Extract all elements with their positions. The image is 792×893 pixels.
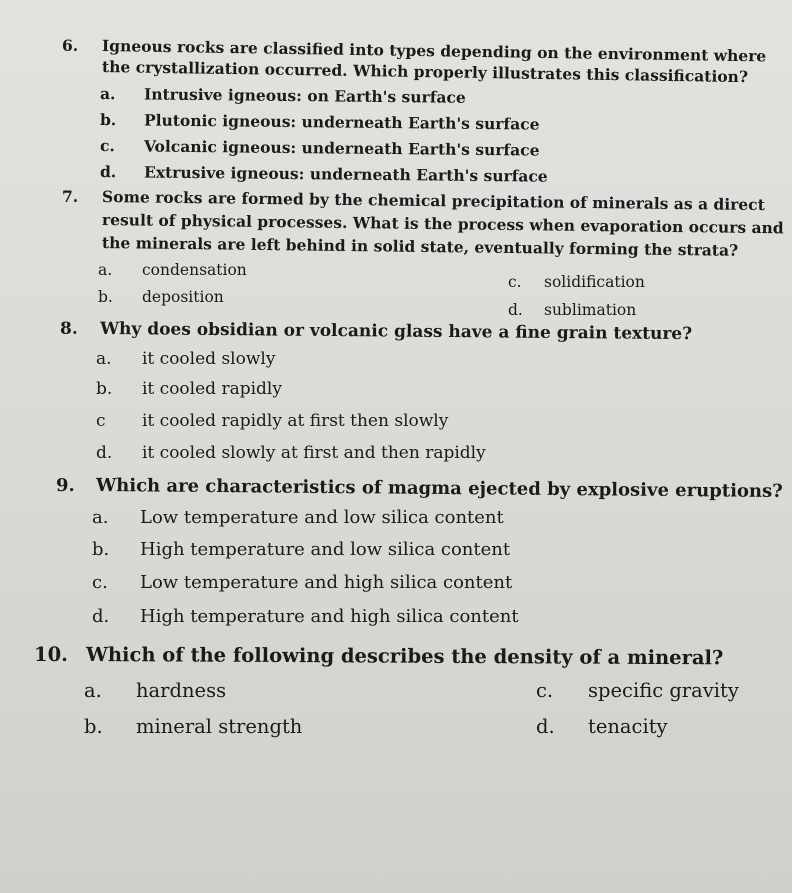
option-c[interactable]	[92, 571, 512, 595]
option-b[interactable]	[84, 714, 302, 740]
option-a[interactable]	[84, 678, 226, 704]
option-text: Low temperature and high silica content	[140, 572, 513, 593]
option-letter: a.	[99, 84, 116, 104]
option-text: it cooled slowly at first and then rapidly	[142, 443, 486, 463]
option-text: it cooled slowly	[142, 349, 276, 369]
option-text: Plutonic igneous: underneath Earth's surface	[143, 110, 540, 134]
option-c[interactable]	[508, 272, 645, 293]
option-text: deposition	[142, 288, 224, 306]
option-text: mineral strength	[136, 715, 303, 738]
question-number: 10.	[34, 643, 68, 666]
option-letter: c	[96, 411, 106, 431]
option-b[interactable]	[98, 287, 224, 308]
option-letter: d.	[536, 715, 555, 738]
option-letter: c.	[92, 572, 108, 593]
option-letter: d.	[92, 606, 110, 627]
option-text: it cooled rapidly	[142, 379, 282, 399]
option-text: solidification	[544, 273, 645, 291]
option-letter: a.	[98, 261, 113, 279]
question-number: 8.	[60, 319, 78, 339]
option-text: it cooled rapidly at first then slowly	[142, 411, 449, 431]
option-d[interactable]	[508, 300, 636, 321]
option-a[interactable]	[98, 260, 247, 281]
question-number: 9.	[56, 475, 75, 496]
option-text: Low temperature and low silica content	[140, 507, 504, 528]
question-stem-line: Some rocks are formed by the chemical precipitation of minerals as a direct	[101, 187, 765, 215]
option-d[interactable]	[96, 442, 486, 464]
option-letter: a.	[92, 507, 109, 528]
option-letter: b.	[98, 288, 113, 306]
option-text: hardness	[136, 679, 227, 702]
option-d[interactable]	[100, 162, 548, 186]
option-letter: b.	[96, 379, 113, 399]
option-letter: c.	[508, 273, 522, 291]
option-letter: d.	[508, 301, 523, 319]
option-letter: b.	[84, 715, 103, 738]
option-letter: c.	[536, 679, 554, 702]
option-c[interactable]	[536, 678, 739, 704]
option-letter: d.	[96, 443, 113, 463]
question-number: 6.	[62, 36, 79, 55]
option-c[interactable]	[100, 136, 540, 160]
option-text: Volcanic igneous: underneath Earth's surface	[143, 136, 540, 160]
option-text: sublimation	[544, 301, 637, 319]
question-stem-line: Which of the following describes the density of a mineral?	[85, 643, 724, 670]
option-d[interactable]	[536, 714, 668, 740]
question-stem-line: Igneous rocks are classified into types depending on the environment where	[101, 36, 767, 66]
option-letter: d.	[99, 162, 117, 182]
option-letter: b.	[99, 110, 117, 130]
option-letter: c.	[99, 136, 115, 156]
option-text: tenacity	[588, 715, 668, 738]
question-stem-line: Why does obsidian or volcanic glass have a fine grain texture?	[99, 319, 693, 345]
question-stem-line: the minerals are left behind in solid state, eventually forming the strata?	[101, 233, 739, 260]
question-stem-line: Which are characteristics of magma ejected by explosive eruptions?	[95, 475, 783, 502]
question-stem-line: result of physical processes. What is the process when evaporation occurs and	[101, 210, 784, 238]
option-letter: a.	[84, 679, 102, 702]
option-text: Intrusive igneous: on Earth's surface	[143, 84, 466, 107]
option-text: High temperature and high silica content	[140, 606, 519, 627]
option-text: High temperature and low silica content	[140, 539, 511, 560]
option-text: Extrusive igneous: underneath Earth's surface	[143, 162, 548, 186]
option-text: specific gravity	[588, 679, 739, 702]
option-a[interactable]	[92, 506, 504, 530]
question-number: 7.	[62, 187, 79, 206]
option-c[interactable]	[96, 410, 448, 432]
question-stem-line: the crystallization occurred. Which properly illustrates this classification?	[101, 57, 749, 87]
option-text: condensation	[142, 261, 247, 279]
option-letter: a.	[96, 349, 112, 369]
option-d[interactable]	[92, 605, 519, 629]
option-b[interactable]	[92, 538, 510, 562]
option-a[interactable]	[100, 84, 466, 107]
option-b[interactable]	[100, 110, 540, 134]
option-b[interactable]	[96, 378, 282, 400]
option-a[interactable]	[96, 348, 275, 370]
option-letter: b.	[92, 539, 110, 560]
